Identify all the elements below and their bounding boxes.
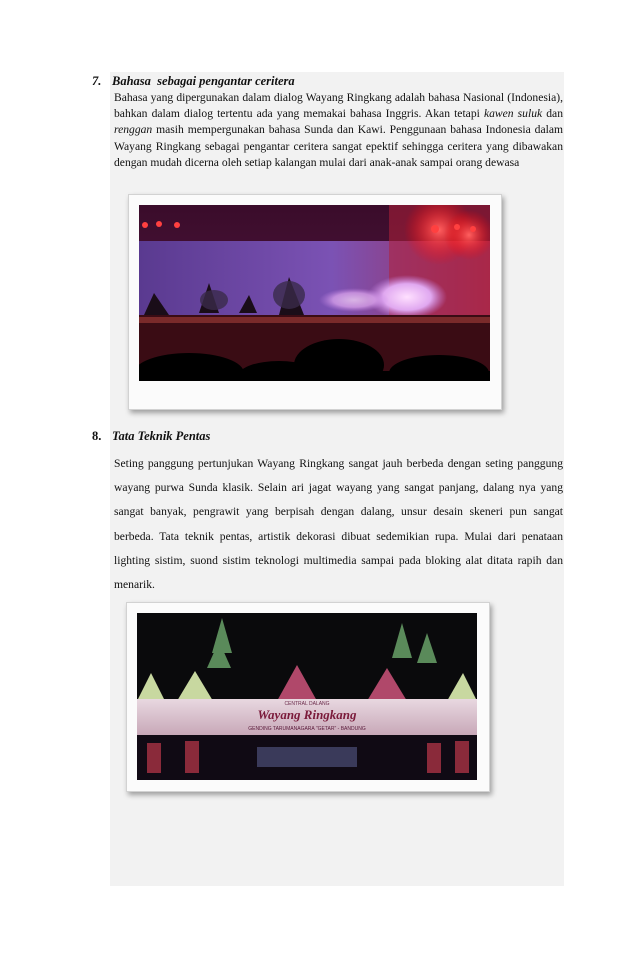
banner-title-text: Wayang Ringkang [257,707,357,722]
photo-stage-lighting [139,205,490,381]
italic-term: kawen suluk [483,107,543,121]
paragraph-text-run: masih mempergunakan bahasa Sunda dan Kawi. Penggunaan bahasa Indonesia dalam Wayang Ringkang sebagai pengantar ceritera sangat epektif sehingga ceritera yang dibawakan dengan mudah dicerna oleh setiap kalangan mulai dari anak-anak sampai orang dewasa [114,123,563,169]
photo-stage-banner [137,613,477,780]
italic-term: renggan [114,123,153,137]
banner-small-text: CENTRAL DALANG [284,701,330,707]
section-8-number: 8. [92,429,102,443]
section-8-paragraph: Seting panggung pertunjukan Wayang Ringkang sangat jauh berbeda dengan seting panggung wayang purwa Sunda klasik. Selain ari jagat wayang yang sangat panjang, dalang nya yang sangat banyak, pengrawit yang berpisah dengan dalang, unsur desain skeneri pun sangat berbeda. Tata teknik pentas, artistik dekorasi dibuat sedemikian rupa. Mulai dari penataan lighting sistim, suond sistim teknologi multimedia sampai pada bloking alat ditata rapih dan menarik. [114,457,563,592]
section-7-heading [92,74,295,89]
section-7-paragraph [114,90,563,171]
paragraph-text-run: Bahasa yang dipergunakan dalam dialog Wayang Ringkang adalah bahasa Nasional (Indonesia), bahkan dalam dialog tertentu ada yang memakai bahasa Inggris. Akan tetapi [114,91,563,121]
section-8-heading [92,429,210,444]
section-7-title: Bahasa sebagai pengantar ceritera [112,74,295,88]
banner-subtitle-text: GENDING TARUMANAGARA "GETAR" - BANDUNG [248,726,366,732]
paragraph-text-run: dan [542,107,563,121]
section-8-title: Tata Teknik Pentas [112,429,211,443]
section-7-number: 7. [92,74,102,88]
